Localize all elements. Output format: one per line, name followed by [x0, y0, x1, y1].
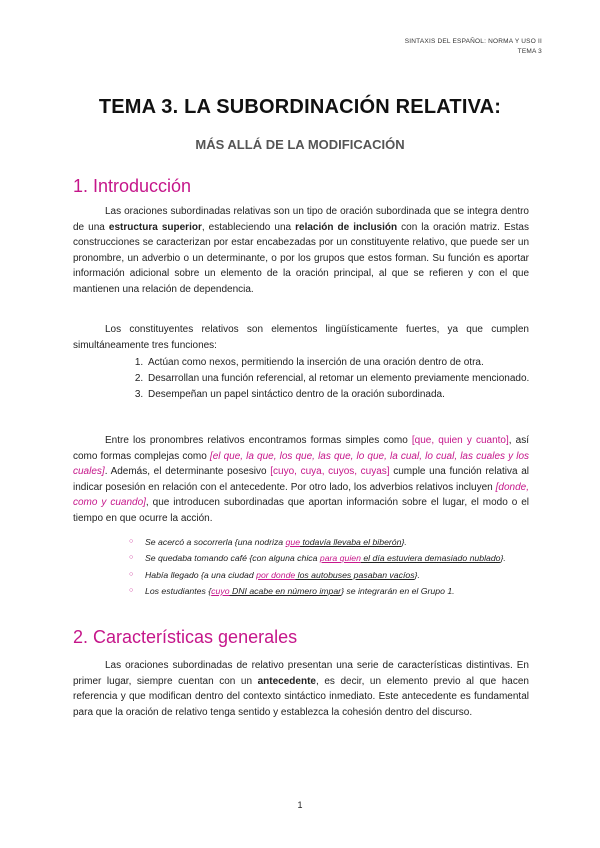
functions-list	[126, 355, 548, 403]
list-item: 3. Desempeñan un papel sintáctico dentro de la oración subordinada.	[146, 387, 548, 403]
section-1-paragraph-1: Las oraciones subordinadas relativas son un tipo de oración subordinada que se integra dentro de una estructura superior, estableciendo una relación de inclusión con la oración matriz. Estas construcciones se caracterizan por estar encabezadas por un constituyente relativo, que puede ser un pronombre, un adverbio o un determinante, o por los grupos que estos forman. Su función es aportar información adicional sobre un elemento de la oración principal, al que se refieren y con el que mantienen una relación de dependencia.	[73, 206, 529, 295]
circle-bullet-icon: ○	[129, 538, 134, 545]
page-subtitle: MÁS ALLÁ DE LA MODIFICACIÓN	[195, 137, 405, 152]
running-header	[405, 37, 542, 57]
circle-bullet-icon: ○	[129, 570, 134, 578]
section-2-paragraph-1: Las oraciones subordinadas de relativo presentan una serie de características distintivas. En primer lugar, siempre cuentan con un antecedente, es decir, un elemento previo al que hacen referencia y que modifican dentro del contexto sintáctico inmediato. Este antecedente es fundamental para que la oración de relativo tenga sentido y establezca la cohesión dentro del discurso.	[73, 660, 529, 718]
section-1-heading: 1. Introducción	[73, 176, 192, 196]
header-course: SINTAXIS DEL ESPAÑOL: NORMA Y USO II	[404, 38, 542, 45]
list-item: ○ Se acercó a socorrerla {una nodriza que todavía llevaba el biberón}.	[126, 534, 536, 550]
list-item: ○ Se quedaba tomando café {con alguna chica para quien el día estuviera demasiado nublado}.	[126, 550, 536, 566]
list-item: 2. Desarrollan una función referencial, al retomar un elemento previamente mencionado.	[146, 371, 548, 387]
page-number: 1	[297, 800, 303, 810]
circle-bullet-icon: ○	[129, 554, 134, 562]
list-item: 1. Actúan como nexos, permitiendo la inserción de una oración dentro de otra.	[146, 355, 548, 371]
section-1-paragraph-2: Los constituyentes relativos son elementos lingüísticamente fuertes, ya que cumplen simultáneamente tres funciones:	[73, 324, 529, 351]
page-title: TEMA 3. LA SUBORDINACIÓN RELATIVA:	[98, 96, 502, 118]
section-1-paragraph-3: Entre los pronombres relativos encontramos formas simples como [que, quien y cuanto], así como formas complejas como [el que, la que, los que, las que, lo que, la cual, lo cual, las cuales y los cuales]. Además, el determinante posesivo [cuyo, cuya, cuyos, cuyas] cumple una función relativa al indicar posesión en relación con el antecedente. Por otro lado, los adverbios relativos incluyen [donde, como y cuando], que introducen subordinadas que aportan información sobre el lugar, el modo o el tiempo en que ocurre la acción.	[73, 435, 530, 524]
list-item: ○ Había llegado {a una ciudad por donde los autobuses pasaban vacíos}.	[126, 567, 536, 583]
list-item: ○ Los estudiantes {cuyo DNI acabe en número impar} se integrarán en el Grupo 1.	[126, 583, 536, 599]
header-topic: TEMA 3	[517, 48, 542, 55]
circle-bullet-icon: ○	[129, 586, 134, 594]
section-2-heading: 2. Características generales	[73, 627, 298, 647]
examples-list	[126, 534, 536, 599]
